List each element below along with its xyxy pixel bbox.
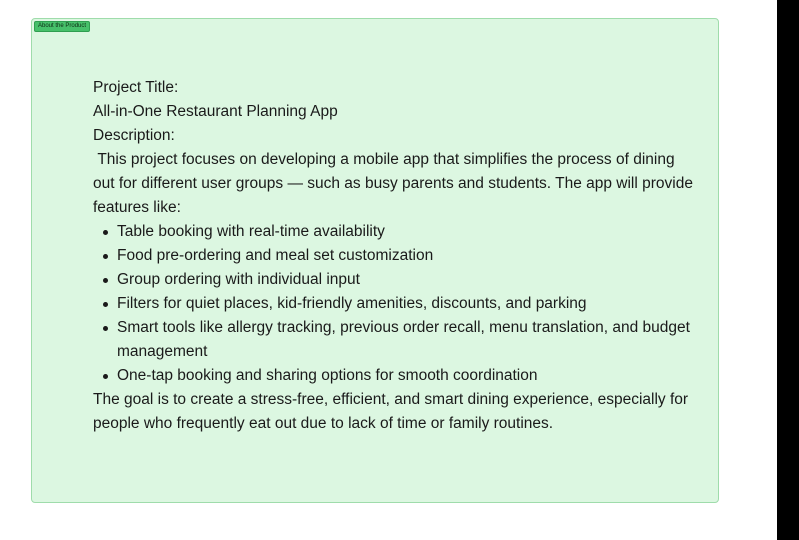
project-title: All-in-One Restaurant Planning App <box>93 103 338 120</box>
window-edge-bar <box>777 0 799 540</box>
feature-item: One-tap booking and sharing options for smooth coordination <box>117 364 693 388</box>
about-product-tag: About the Product <box>34 21 90 32</box>
product-description <box>93 76 698 436</box>
feature-list <box>93 220 693 388</box>
feature-item: Table booking with real-time availability <box>117 220 693 244</box>
feature-item: Filters for quiet places, kid-friendly amenities, discounts, and parking <box>117 292 693 316</box>
goal-text: The goal is to create a stress-free, efficient, and smart dining experience, especially for people who frequently eat out due to lack of time or family routines. <box>93 391 689 432</box>
description-intro: This project focuses on developing a mobile app that simplifies the process of dining out for different user groups — such as busy parents and students. The app will provide features like: <box>93 151 698 216</box>
description-label: Description: <box>93 127 175 144</box>
feature-item: Smart tools like allergy tracking, previous order recall, menu translation, and budget management <box>117 316 693 364</box>
feature-item: Group ordering with individual input <box>117 268 693 292</box>
project-title-label: Project Title: <box>93 79 179 96</box>
about-product-card <box>31 18 719 503</box>
feature-item: Food pre-ordering and meal set customization <box>117 244 693 268</box>
